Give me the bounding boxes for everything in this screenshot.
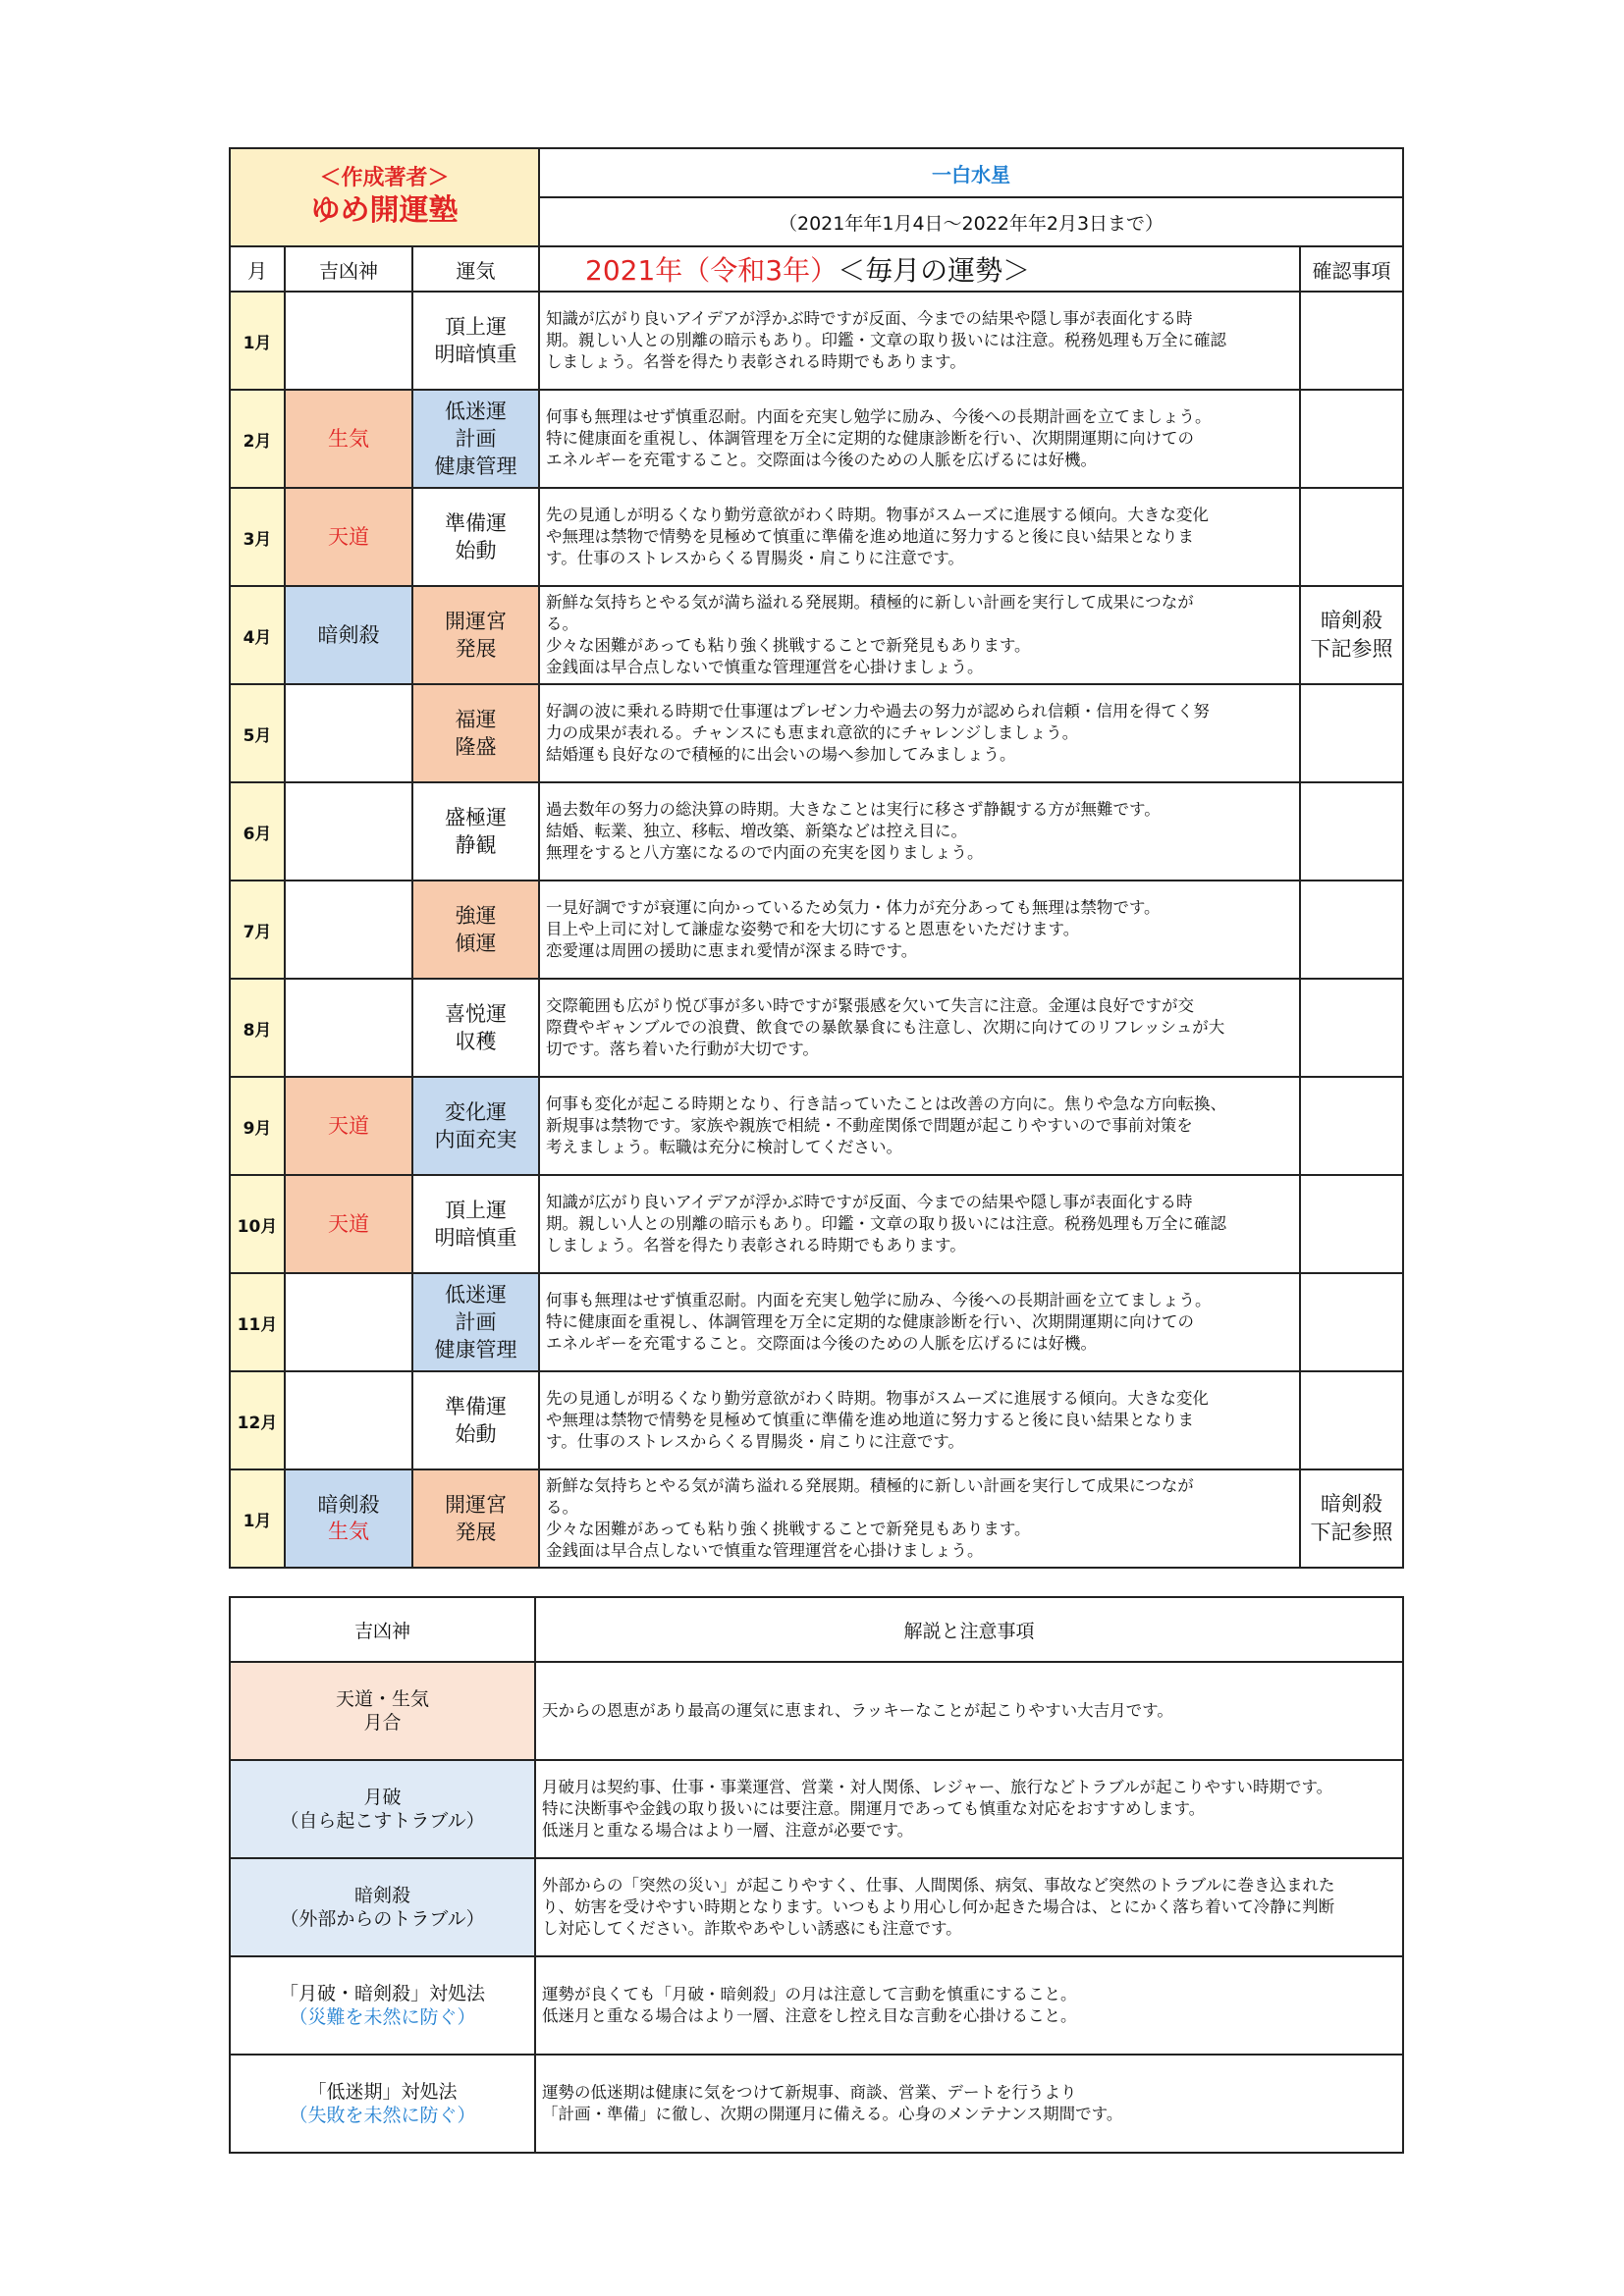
legend-name-line: （外部からのトラブル）: [280, 1908, 485, 1930]
legend-desc-line: 「計画・準備」に徹し、次期の開運月に備える。心身のメンテナンス期間です。: [542, 2105, 1123, 2123]
description-line: 交際範囲も広がり悦び事が多い時ですが緊張感を欠いて失言に注意。金運は良好ですが交: [546, 996, 1195, 1015]
author-cell: [230, 148, 539, 246]
description-line: 考えましょう。転職は充分に検討してください。: [546, 1138, 903, 1156]
description-cell: [539, 1273, 1300, 1371]
description-cell: [539, 782, 1300, 881]
legend-desc-line: し対応してください。詐欺やあやしい誘惑にも注意です。: [542, 1919, 962, 1938]
legend-name-line: 「低迷期」対処法: [307, 2081, 458, 2103]
check-cell: [1300, 979, 1403, 1077]
kyoushin-cell: [285, 586, 412, 684]
description-cell: [539, 979, 1300, 1077]
description-line: 新鮮な気持ちとやる気が満ち溢れる発展期。積極的に新しい計画を実行して成果につなが: [546, 1476, 1194, 1495]
unsei-line: 明暗慎重: [434, 343, 517, 366]
description-cell: [539, 488, 1300, 586]
description-line: や無理は禁物で情勢を見極めて慎重に準備を進め地道に努力すると後に良い結果となりま: [546, 527, 1195, 546]
description-line: 新規事は禁物です。家族や親族で相続・不動産関係で問題が起こりやすいので事前対策を: [546, 1116, 1193, 1135]
kyoushin-red-text: 天道: [328, 1113, 369, 1138]
kyoushin-red-text: 天道: [328, 1211, 369, 1236]
legend-name-cell: [230, 1956, 535, 2055]
description-line: 金銭面は早合点しないで慎重な管理運営を心掛けましょう。: [546, 1541, 984, 1560]
legend-desc-line: り、妨害を受けやすい時期となります。いつもより用心し何か起きた場合は、とにかく落ち着いて冷静に判断: [542, 1897, 1335, 1916]
kyoushin-cell: [285, 390, 412, 488]
kyoushin-cell: [285, 292, 412, 390]
check-cell: [1300, 881, 1403, 979]
unsei-line: 低迷運: [445, 1283, 508, 1307]
star-title: 一白水星: [539, 148, 1403, 197]
month-cell: 11月: [230, 1273, 285, 1371]
col-header-month: 月: [230, 246, 285, 292]
month-cell: 8月: [230, 979, 285, 1077]
description-line: 期。親しい人との別離の暗示もあり。印鑑・文章の取り扱いには注意。税務処理も万全に確認: [546, 331, 1227, 349]
description-line: 何事も変化が起こる時期となり、行き詰っていたことは改善の方向に。焦りや急な方向転換、: [546, 1095, 1227, 1113]
legend-desc-line: 運勢の低迷期は健康に気をつけて新規事、商談、営業、デートを行うより: [542, 2083, 1077, 2102]
legend-desc-line: 低迷月と重なる場合はより一層、注意が必要です。: [542, 1821, 914, 1840]
check-line: 下記参照: [1310, 637, 1393, 661]
unsei-line: 準備運: [445, 511, 508, 535]
kyoushin-cell: [285, 1273, 412, 1371]
legend-row: [230, 1760, 1403, 1858]
unsei-cell: [412, 979, 539, 1077]
description-line: 特に健康面を重視し、体調管理を万全に定期的な健康診断を行い、次期開運期に向けての: [546, 1312, 1195, 1331]
month-cell: 9月: [230, 1077, 285, 1175]
description-line: 結婚運も良好なので積極的に出会いの場へ参加してみましょう。: [546, 745, 1016, 764]
description-cell: [539, 1469, 1300, 1568]
description-line: 好調の波に乗れる時期で仕事運はプレゼン力や過去の努力が認められ信頼・信用を得てく努: [546, 702, 1210, 721]
legend-name-note: （災難を未然に防ぐ）: [289, 2006, 476, 2028]
unsei-cell: [412, 684, 539, 782]
unsei-line: 静観: [455, 833, 497, 857]
legend-header-desc: 解説と注意事項: [535, 1597, 1403, 1662]
legend-row: [230, 1858, 1403, 1956]
description-line: 新鮮な気持ちとやる気が満ち溢れる発展期。積極的に新しい計画を実行して成果につなが: [546, 593, 1194, 612]
month-row: [230, 292, 1403, 390]
check-cell: [1300, 1273, 1403, 1371]
unsei-line: 始動: [455, 539, 497, 562]
check-cell: [1300, 1371, 1403, 1469]
legend-desc-line: 特に決断事や金銭の取り扱いには要注意。開運月であっても慎重な対応をおすすめします。: [542, 1799, 1206, 1818]
description-cell: [539, 881, 1300, 979]
col-header-kyoushin: 吉凶神: [285, 246, 412, 292]
legend-desc-line: 月破月は契約事、仕事・事業運営、営業・対人関係、レジャー、旅行などトラブルが起こりやすい時期です。: [542, 1778, 1333, 1796]
col-header-check: 確認事項: [1300, 246, 1403, 292]
description-line: 何事も無理はせず慎重忍耐。内面を充実し勉学に励み、今後への長期計画を立てましょう。: [546, 407, 1212, 426]
unsei-cell: [412, 292, 539, 390]
kyoushin-text: 暗剣殺: [317, 1493, 380, 1517]
kyoushin-cell: [285, 1077, 412, 1175]
check-cell: [1300, 1077, 1403, 1175]
unsei-line: 内面充実: [434, 1128, 517, 1151]
unsei-cell: [412, 488, 539, 586]
description-line: 少々な困難があっても粘り強く挑戦することで新発見もあります。: [546, 1520, 1031, 1538]
month-cell: 10月: [230, 1175, 285, 1273]
legend-desc-line: 低迷月と重なる場合はより一層、注意をし控え目な言動を心掛けること。: [542, 2006, 1077, 2025]
description-line: 知識が広がり良いアイデアが浮かぶ時ですが反面、今までの結果や隠し事が表面化する時: [546, 309, 1193, 328]
month-row: [230, 1273, 1403, 1371]
legend-table: [229, 1596, 1404, 2154]
month-cell: 1月: [230, 1469, 285, 1568]
unsei-cell: [412, 1469, 539, 1568]
month-row: [230, 782, 1403, 881]
description-cell: [539, 1175, 1300, 1273]
kyoushin-cell: [285, 684, 412, 782]
description-line: エネルギーを充電すること。交際面は今後のための人脈を広げるには好機。: [546, 1334, 1098, 1353]
page-title: [539, 246, 1300, 292]
legend-name-line: 月合: [363, 1712, 402, 1734]
legend-row: [230, 1956, 1403, 2055]
kyoushin-cell: [285, 1469, 412, 1568]
description-line: 特に健康面を重視し、体調管理を万全に定期的な健康診断を行い、次期開運期に向けての: [546, 429, 1195, 448]
description-line: 力の成果が表れる。チャンスにも恵まれ意欲的にチャレンジしましょう。: [546, 723, 1079, 742]
author-name: ゆめ開運塾: [310, 193, 459, 228]
legend-row: [230, 2055, 1403, 2153]
month-row: [230, 1077, 1403, 1175]
description-line: 一見好調ですが衰運に向かっているため気力・体力が充分あっても無理は禁物です。: [546, 898, 1161, 917]
unsei-cell: [412, 390, 539, 488]
description-line: 際費やギャンブルでの浪費、飲食での暴飲暴食にも注意し、次期に向けてのリフレッシュが大: [546, 1018, 1225, 1037]
description-line: 知識が広がり良いアイデアが浮かぶ時ですが反面、今までの結果や隠し事が表面化する時: [546, 1193, 1193, 1211]
description-line: 先の見通しが明るくなり勤労意欲がわく時期。物事がスムーズに進展する傾向。大きな変化: [546, 1389, 1209, 1408]
unsei-cell: [412, 586, 539, 684]
unsei-line: 傾運: [455, 932, 497, 955]
check-cell: [1300, 488, 1403, 586]
unsei-line: 低迷運: [445, 400, 508, 423]
legend-name-cell: [230, 2055, 535, 2153]
title-sub: ＜毎月の運勢＞: [838, 254, 1031, 287]
unsei-line: 発展: [455, 1521, 497, 1544]
month-row: [230, 1371, 1403, 1469]
kyoushin-red-text: 生気: [328, 1520, 369, 1543]
legend-name-cell: [230, 1662, 535, 1760]
legend-desc-cell: [535, 1760, 1403, 1858]
unsei-cell: [412, 1175, 539, 1273]
description-line: 何事も無理はせず慎重忍耐。内面を充実し勉学に励み、今後への長期計画を立てましょう。: [546, 1291, 1212, 1309]
check-cell: [1300, 1469, 1403, 1568]
month-row: [230, 1469, 1403, 1568]
kyoushin-cell: [285, 1371, 412, 1469]
check-line: 暗剣殺: [1321, 609, 1383, 632]
legend-desc-line: 運勢が良くても「月破・暗剣殺」の月は注意して言動を慎重にすること。: [542, 1985, 1077, 2003]
month-row: [230, 979, 1403, 1077]
unsei-line: 始動: [455, 1422, 497, 1446]
legend-name-line: 「月破・暗剣殺」対処法: [279, 1983, 485, 2004]
unsei-line: 収穫: [455, 1030, 497, 1053]
period-text: （2021年年1月4日～2022年年2月3日まで）: [539, 197, 1403, 246]
check-line: 暗剣殺: [1321, 1492, 1383, 1516]
description-cell: [539, 390, 1300, 488]
unsei-line: 喜悦運: [445, 1002, 508, 1026]
kyoushin-cell: [285, 1175, 412, 1273]
month-cell: 12月: [230, 1371, 285, 1469]
month-cell: 5月: [230, 684, 285, 782]
description-line: る。: [546, 614, 579, 633]
kyoushin-cell: [285, 979, 412, 1077]
kyoushin-text: 暗剣殺: [317, 622, 380, 647]
title-year: 2021年（令和3年）: [585, 254, 839, 287]
unsei-line: 健康管理: [434, 454, 517, 478]
unsei-line: 変化運: [445, 1100, 508, 1124]
description-line: 切です。落ち着いた行動が大切です。: [546, 1040, 819, 1058]
description-cell: [539, 292, 1300, 390]
description-cell: [539, 1371, 1300, 1469]
kyoushin-cell: [285, 782, 412, 881]
author-label: ＜作成著者＞: [319, 166, 450, 190]
unsei-line: 頂上運: [445, 315, 508, 339]
unsei-line: 計画: [455, 1310, 497, 1334]
unsei-cell: [412, 1077, 539, 1175]
col-header-unsei: 運気: [412, 246, 539, 292]
check-line: 下記参照: [1310, 1521, 1393, 1544]
unsei-cell: [412, 881, 539, 979]
description-line: す。仕事のストレスからくる胃腸炎・肩こりに注意です。: [546, 1432, 964, 1451]
kyoushin-cell: [285, 488, 412, 586]
unsei-line: 強運: [455, 904, 497, 928]
unsei-line: 開運宮: [445, 610, 508, 633]
month-cell: 7月: [230, 881, 285, 979]
unsei-cell: [412, 782, 539, 881]
unsei-cell: [412, 1273, 539, 1371]
check-cell: [1300, 292, 1403, 390]
legend-name-note: （失敗を未然に防ぐ）: [289, 2105, 476, 2126]
legend-desc-cell: [535, 1662, 1403, 1760]
legend-name-line: （自ら起こすトラブル）: [280, 1810, 485, 1832]
description-line: しましょう。名誉を得たり表彰される時期でもあります。: [546, 352, 966, 371]
legend-desc-line: 外部からの「突然の災い」が起こりやすく、仕事、人間関係、病気、事故など突然のトラブルに巻き込まれた: [542, 1876, 1335, 1895]
description-cell: [539, 684, 1300, 782]
legend-desc-cell: [535, 1858, 1403, 1956]
check-cell: [1300, 586, 1403, 684]
check-cell: [1300, 1175, 1403, 1273]
description-line: 結婚、転業、独立、移転、増改築、新築などは控え目に。: [546, 822, 968, 840]
check-cell: [1300, 782, 1403, 881]
description-line: しましょう。名誉を得たり表彰される時期でもあります。: [546, 1236, 966, 1255]
description-line: 期。親しい人との別離の暗示もあり。印鑑・文章の取り扱いには注意。税務処理も万全に確認: [546, 1214, 1227, 1233]
check-cell: [1300, 684, 1403, 782]
legend-name-line: 月破: [363, 1787, 402, 1808]
month-row: [230, 390, 1403, 488]
description-line: 無理をすると八方塞になるので内面の充実を図りましょう。: [546, 843, 984, 862]
legend-name-line: 暗剣殺: [353, 1885, 410, 1906]
month-row: [230, 881, 1403, 979]
month-cell: 1月: [230, 292, 285, 390]
month-row: [230, 488, 1403, 586]
description-line: す。仕事のストレスからくる胃腸炎・肩こりに注意です。: [546, 549, 964, 567]
description-line: エネルギーを充電すること。交際面は今後のための人脈を広げるには好機。: [546, 451, 1098, 469]
description-line: や無理は禁物で情勢を見極めて慎重に準備を進め地道に努力すると後に良い結果となりま: [546, 1411, 1195, 1429]
unsei-line: 盛極運: [445, 806, 508, 829]
unsei-line: 福運: [455, 708, 497, 731]
unsei-cell: [412, 1371, 539, 1469]
description-line: 過去数年の努力の総決算の時期。大きなことは実行に移さず静観する方が無難です。: [546, 800, 1161, 819]
description-line: 先の見通しが明るくなり勤労意欲がわく時期。物事がスムーズに進展する傾向。大きな変化: [546, 506, 1209, 524]
month-row: [230, 684, 1403, 782]
unsei-line: 頂上運: [445, 1199, 508, 1222]
description-line: る。: [546, 1498, 579, 1517]
legend-name-line: 天道・生気: [335, 1688, 429, 1710]
kyoushin-red-text: 生気: [328, 426, 369, 451]
month-cell: 6月: [230, 782, 285, 881]
legend-header-name: 吉凶神: [230, 1597, 535, 1662]
unsei-line: 計画: [455, 427, 497, 451]
month-row: [230, 1175, 1403, 1273]
legend-desc-line: 天からの恩恵があり最高の運気に恵まれ、ラッキーなことが起こりやすい大吉月です。: [542, 1701, 1173, 1720]
month-cell: 3月: [230, 488, 285, 586]
legend-name-cell: [230, 1858, 535, 1956]
description-cell: [539, 1077, 1300, 1175]
unsei-line: 準備運: [445, 1395, 508, 1418]
unsei-line: 発展: [455, 637, 497, 661]
description-cell: [539, 586, 1300, 684]
check-cell: [1300, 390, 1403, 488]
unsei-line: 健康管理: [434, 1338, 517, 1362]
description-line: 目上や上司に対して謙虚な姿勢で和を大切にすると恩恵をいただけます。: [546, 920, 1080, 938]
description-line: 恋愛運は周囲の援助に恵まれ愛情が深まる時です。: [546, 941, 918, 960]
legend-desc-cell: [535, 1956, 1403, 2055]
description-line: 少々な困難があっても粘り強く挑戦することで新発見もあります。: [546, 636, 1031, 655]
unsei-line: 明暗慎重: [434, 1226, 517, 1250]
monthly-fortune-table: [229, 147, 1404, 1569]
kyoushin-cell: [285, 881, 412, 979]
legend-desc-cell: [535, 2055, 1403, 2153]
month-cell: 4月: [230, 586, 285, 684]
unsei-line: 隆盛: [455, 735, 497, 759]
legend-row: [230, 1662, 1403, 1760]
month-cell: 2月: [230, 390, 285, 488]
kyoushin-red-text: 天道: [328, 524, 369, 549]
legend-name-cell: [230, 1760, 535, 1858]
description-line: 金銭面は早合点しないで慎重な管理運営を心掛けましょう。: [546, 658, 984, 676]
unsei-line: 開運宮: [445, 1493, 508, 1517]
month-row: [230, 586, 1403, 684]
